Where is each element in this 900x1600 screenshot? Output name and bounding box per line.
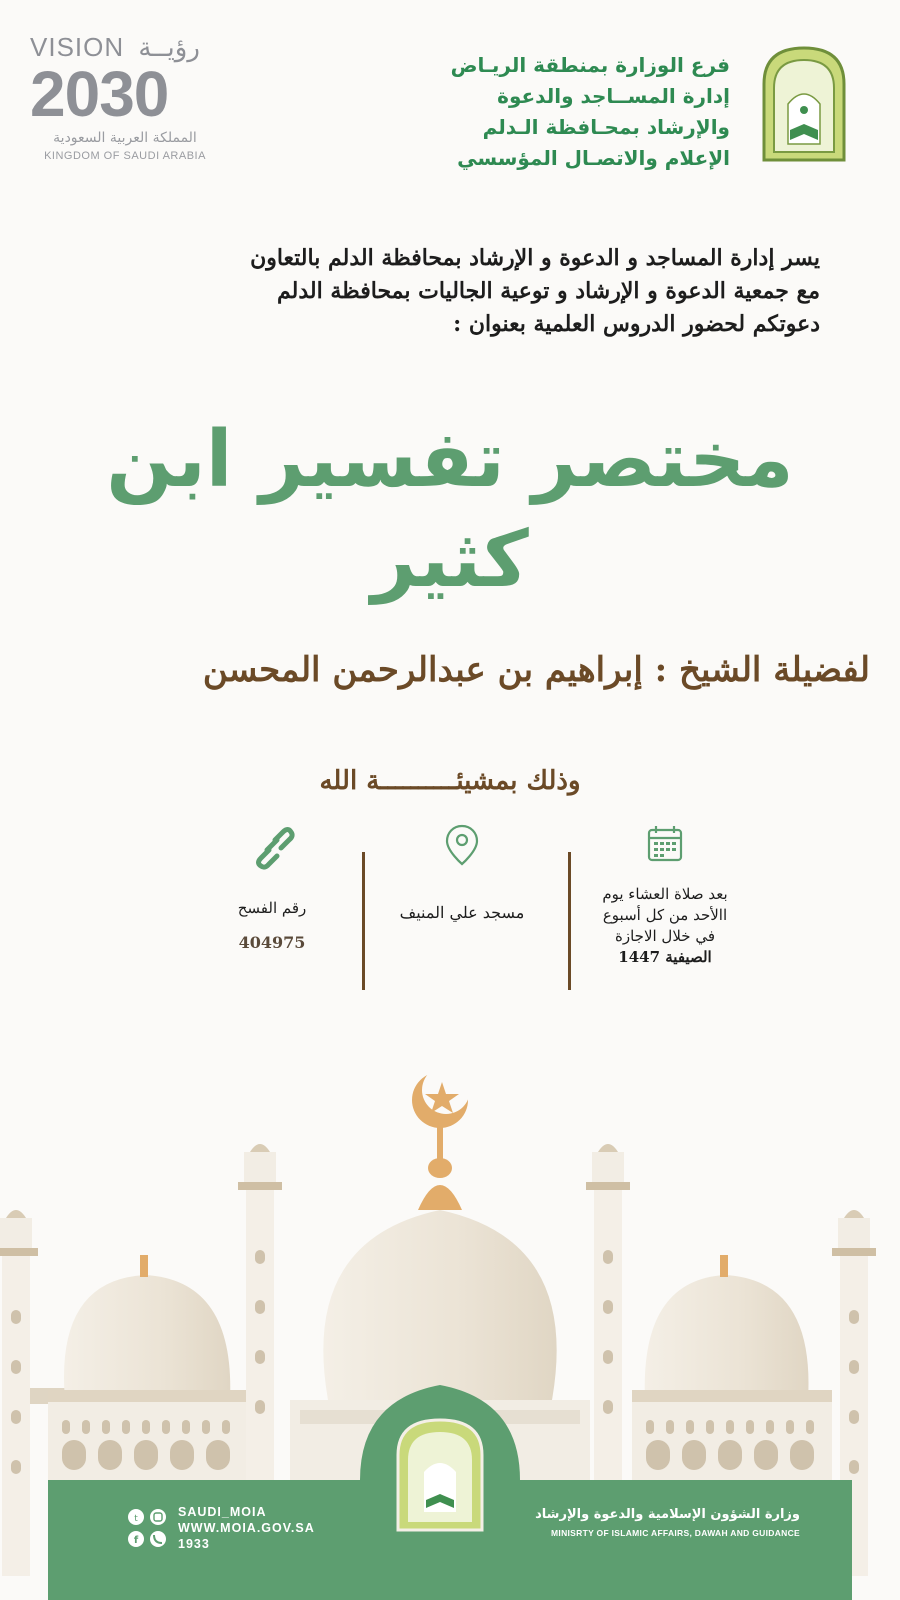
location-pin-icon	[437, 820, 487, 870]
social-icons	[126, 1507, 170, 1551]
vision-country-ar: المملكة العربية السعودية	[53, 130, 197, 146]
time-line: في خلال الاجازة	[615, 927, 715, 945]
lesson-title	[40, 410, 860, 610]
time-line: الصيفية 1447	[618, 948, 712, 966]
vision-title-en: VISION	[30, 32, 125, 62]
will-of-allah: وذلك بمشيئــــــــــة الله	[319, 766, 581, 796]
footer-contact	[178, 1504, 315, 1552]
link-icon	[247, 820, 297, 870]
intro-text	[80, 242, 820, 341]
central-dome	[323, 1210, 556, 1400]
svg-text:t: t	[134, 1514, 138, 1524]
website-link[interactable]: WWW.MOIA.GOV.SA	[178, 1521, 315, 1535]
location-text: مسجد علي المنيف	[399, 903, 525, 922]
ministry-name-ar: وزارة الشؤون الإسلامية والدعوة والإرشاد	[535, 1507, 800, 1522]
time-column	[565, 820, 765, 968]
intro-line: دعوتكم لحضور الدروس العلمية بعنوان :	[453, 311, 820, 337]
branch-line: إدارة المســاجد والدعوة	[497, 84, 730, 108]
branch-line: فرع الوزارة بمنطقة الريـاض	[450, 53, 730, 77]
intro-line: مع جمعية الدعوة و الإرشاد و توعية الجاليات بمحافظة الدلم	[277, 278, 820, 304]
right-dome	[645, 1275, 809, 1400]
ministry-emblem-icon	[760, 44, 848, 162]
left-dome	[64, 1275, 230, 1400]
vision-country-en: KINGDOM OF SAUDI ARABIA	[44, 150, 206, 162]
sheikh-name: لفضيلة الشيخ : إبراهيم بن عبدالرحمن المحسن	[202, 650, 870, 690]
time-line: بعد صلاة العشاء يوم	[602, 885, 728, 903]
footer-ministry	[535, 1507, 800, 1538]
social-handle[interactable]: SAUDI_MOIA	[178, 1505, 267, 1519]
location-column	[362, 820, 562, 923]
vision-title-ar: رؤيــة	[138, 32, 200, 62]
time-text	[565, 884, 765, 968]
permit-label: رقم الفسح	[237, 899, 307, 917]
intro-line: يسر إدارة المساجد و الدعوة و الإرشاد بمحافظة الدلم بالتعاون	[250, 245, 820, 271]
title-line: كثير	[371, 515, 529, 605]
footer-emblem-icon	[398, 1420, 482, 1530]
vision-year: 2030	[30, 58, 169, 130]
crescent-star-icon	[412, 1066, 470, 1210]
time-line: االأحد من كل أسبوع	[602, 906, 728, 924]
svg-text:f: f	[133, 1535, 139, 1546]
branch-line: الإعلام والاتصـال المؤسسي	[457, 146, 730, 170]
title-line: مختصر تفسير ابن	[106, 415, 794, 505]
calendar-icon	[640, 820, 690, 870]
phone-number: 1933	[178, 1537, 210, 1551]
divider	[568, 852, 571, 990]
permit-column	[172, 820, 372, 952]
ministry-name-en: MINISRTY OF ISLAMIC AFFAIRS, DAWAH AND GUIDANCE	[551, 1528, 800, 1538]
permit-number: 404975	[238, 933, 306, 952]
branch-info	[410, 50, 730, 174]
vision-2030-logo	[30, 32, 230, 167]
branch-line: والإرشاد بمحـافظة الـدلم	[482, 115, 730, 139]
